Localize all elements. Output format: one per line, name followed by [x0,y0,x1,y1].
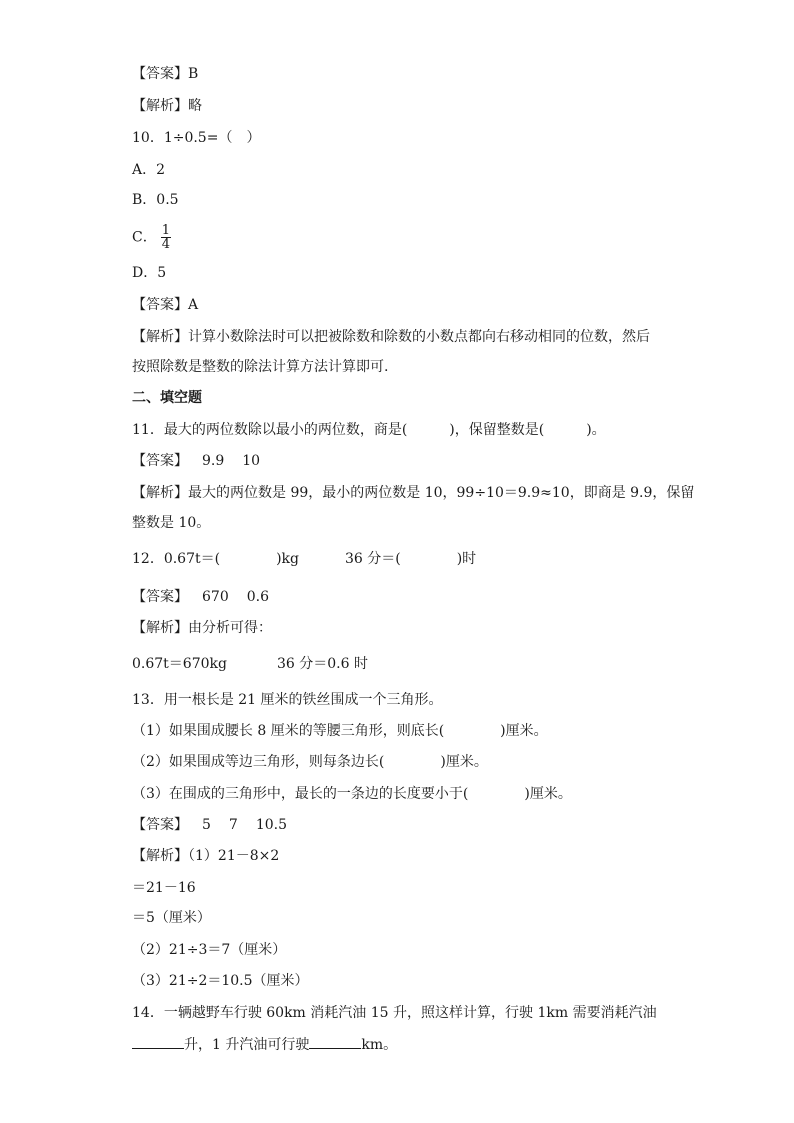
q10-analysis-line1: 【解析】计算小数除法时可以把被除数和除数的小数点都向右移动相同的位数，然后 [132,329,650,345]
q10-stem: 10．1÷0.5=（ ） [132,130,261,146]
q14-blank-2[interactable] [309,1034,361,1049]
q12-analysis: 【解析】由分析可得： [132,620,272,636]
q9-answer: 【答案】B [132,66,199,82]
q10-option-b: B．0.5 [132,192,179,208]
q10-option-c-label: C． [132,229,157,246]
q13-analysis-step2: ＝21－16 [132,880,196,896]
q13-analysis-step5: （3）21÷2＝10.5（厘米） [132,973,309,989]
q14-stem-end: km。 [361,1037,398,1053]
q12-answer-label: 【答案】 [132,589,188,605]
q13-answer [132,815,287,835]
q10-answer: 【答案】A [132,297,199,313]
q13-analysis-step4: （2）21÷3＝7（厘米） [132,942,287,958]
q9-analysis: 【解析】略 [132,98,202,114]
q11-analysis-line1: 【解析】最大的两位数是 99，最小的两位数是 10，99÷10＝9.9≈10，即商是 9.9，保留 [132,485,695,501]
q11-answer [132,451,260,471]
q10-analysis-line2: 按照除数是整数的除法计算方法计算即可. [132,359,389,375]
q14-blank-1[interactable] [132,1034,184,1049]
q11-stem: 11．最大的两位数除以最小的两位数，商是( )，保留整数是( )。 [132,422,606,438]
q12-result [132,654,368,674]
q12-stem-part2: 36 分＝( )时 [344,551,477,567]
q13-stem: 13．用一根长是 21 厘米的铁丝围成一个三角形。 [132,692,443,708]
q12-answer-value-1: 670 [202,589,229,605]
q12-stem [132,549,476,569]
q11-answer-value-1: 9.9 [202,453,225,469]
q11-answer-label: 【答案】 [132,453,188,469]
q13-analysis-step3: ＝5（厘米） [132,910,211,926]
q13-answer-label: 【答案】 [132,817,188,833]
q11-answer-value-2: 10 [242,453,261,469]
q13-answer-value-1: 5 [202,817,211,833]
q12-result-part1: 0.67t＝670kg [132,656,227,672]
q11-analysis-line2: 整数是 10。 [132,515,211,531]
q10-option-d: D．5 [132,265,167,281]
fraction-denominator: 4 [161,237,170,252]
q14-stem-line2 [132,1034,397,1055]
q13-sub3: （3）在围成的三角形中，最长的一条边的长度要小于( )厘米。 [132,786,572,802]
fraction-one-quarter [161,224,171,251]
q13-answer-value-3: 10.5 [255,817,288,833]
q12-answer-value-2: 0.6 [246,589,269,605]
q10-option-c [132,224,171,251]
q13-sub1: （1）如果围成腰长 8 厘米的等腰三角形，则底长( )厘米。 [132,723,548,739]
fraction-numerator: 1 [161,223,170,238]
q10-option-a: A．2 [132,162,166,178]
q13-sub2: （2）如果围成等边三角形，则每条边长( )厘米。 [132,754,488,770]
q13-answer-value-2: 7 [228,817,238,833]
q14-stem-mid: 升，1 升汽油可行驶 [184,1037,310,1053]
section-title-fill-in: 二、填空题 [132,390,202,406]
q12-result-part2: 36 分＝0.6 时 [276,656,368,672]
q14-stem-line1: 14．一辆越野车行驶 60km 消耗汽油 15 升，照这样计算，行驶 1km 需要消耗汽油 [132,1005,657,1021]
q12-stem-part1: 12．0.67t＝( )kg [132,551,299,567]
q12-answer [132,587,269,607]
q13-analysis-step1: 【解析】（1）21－8×2 [132,848,280,864]
